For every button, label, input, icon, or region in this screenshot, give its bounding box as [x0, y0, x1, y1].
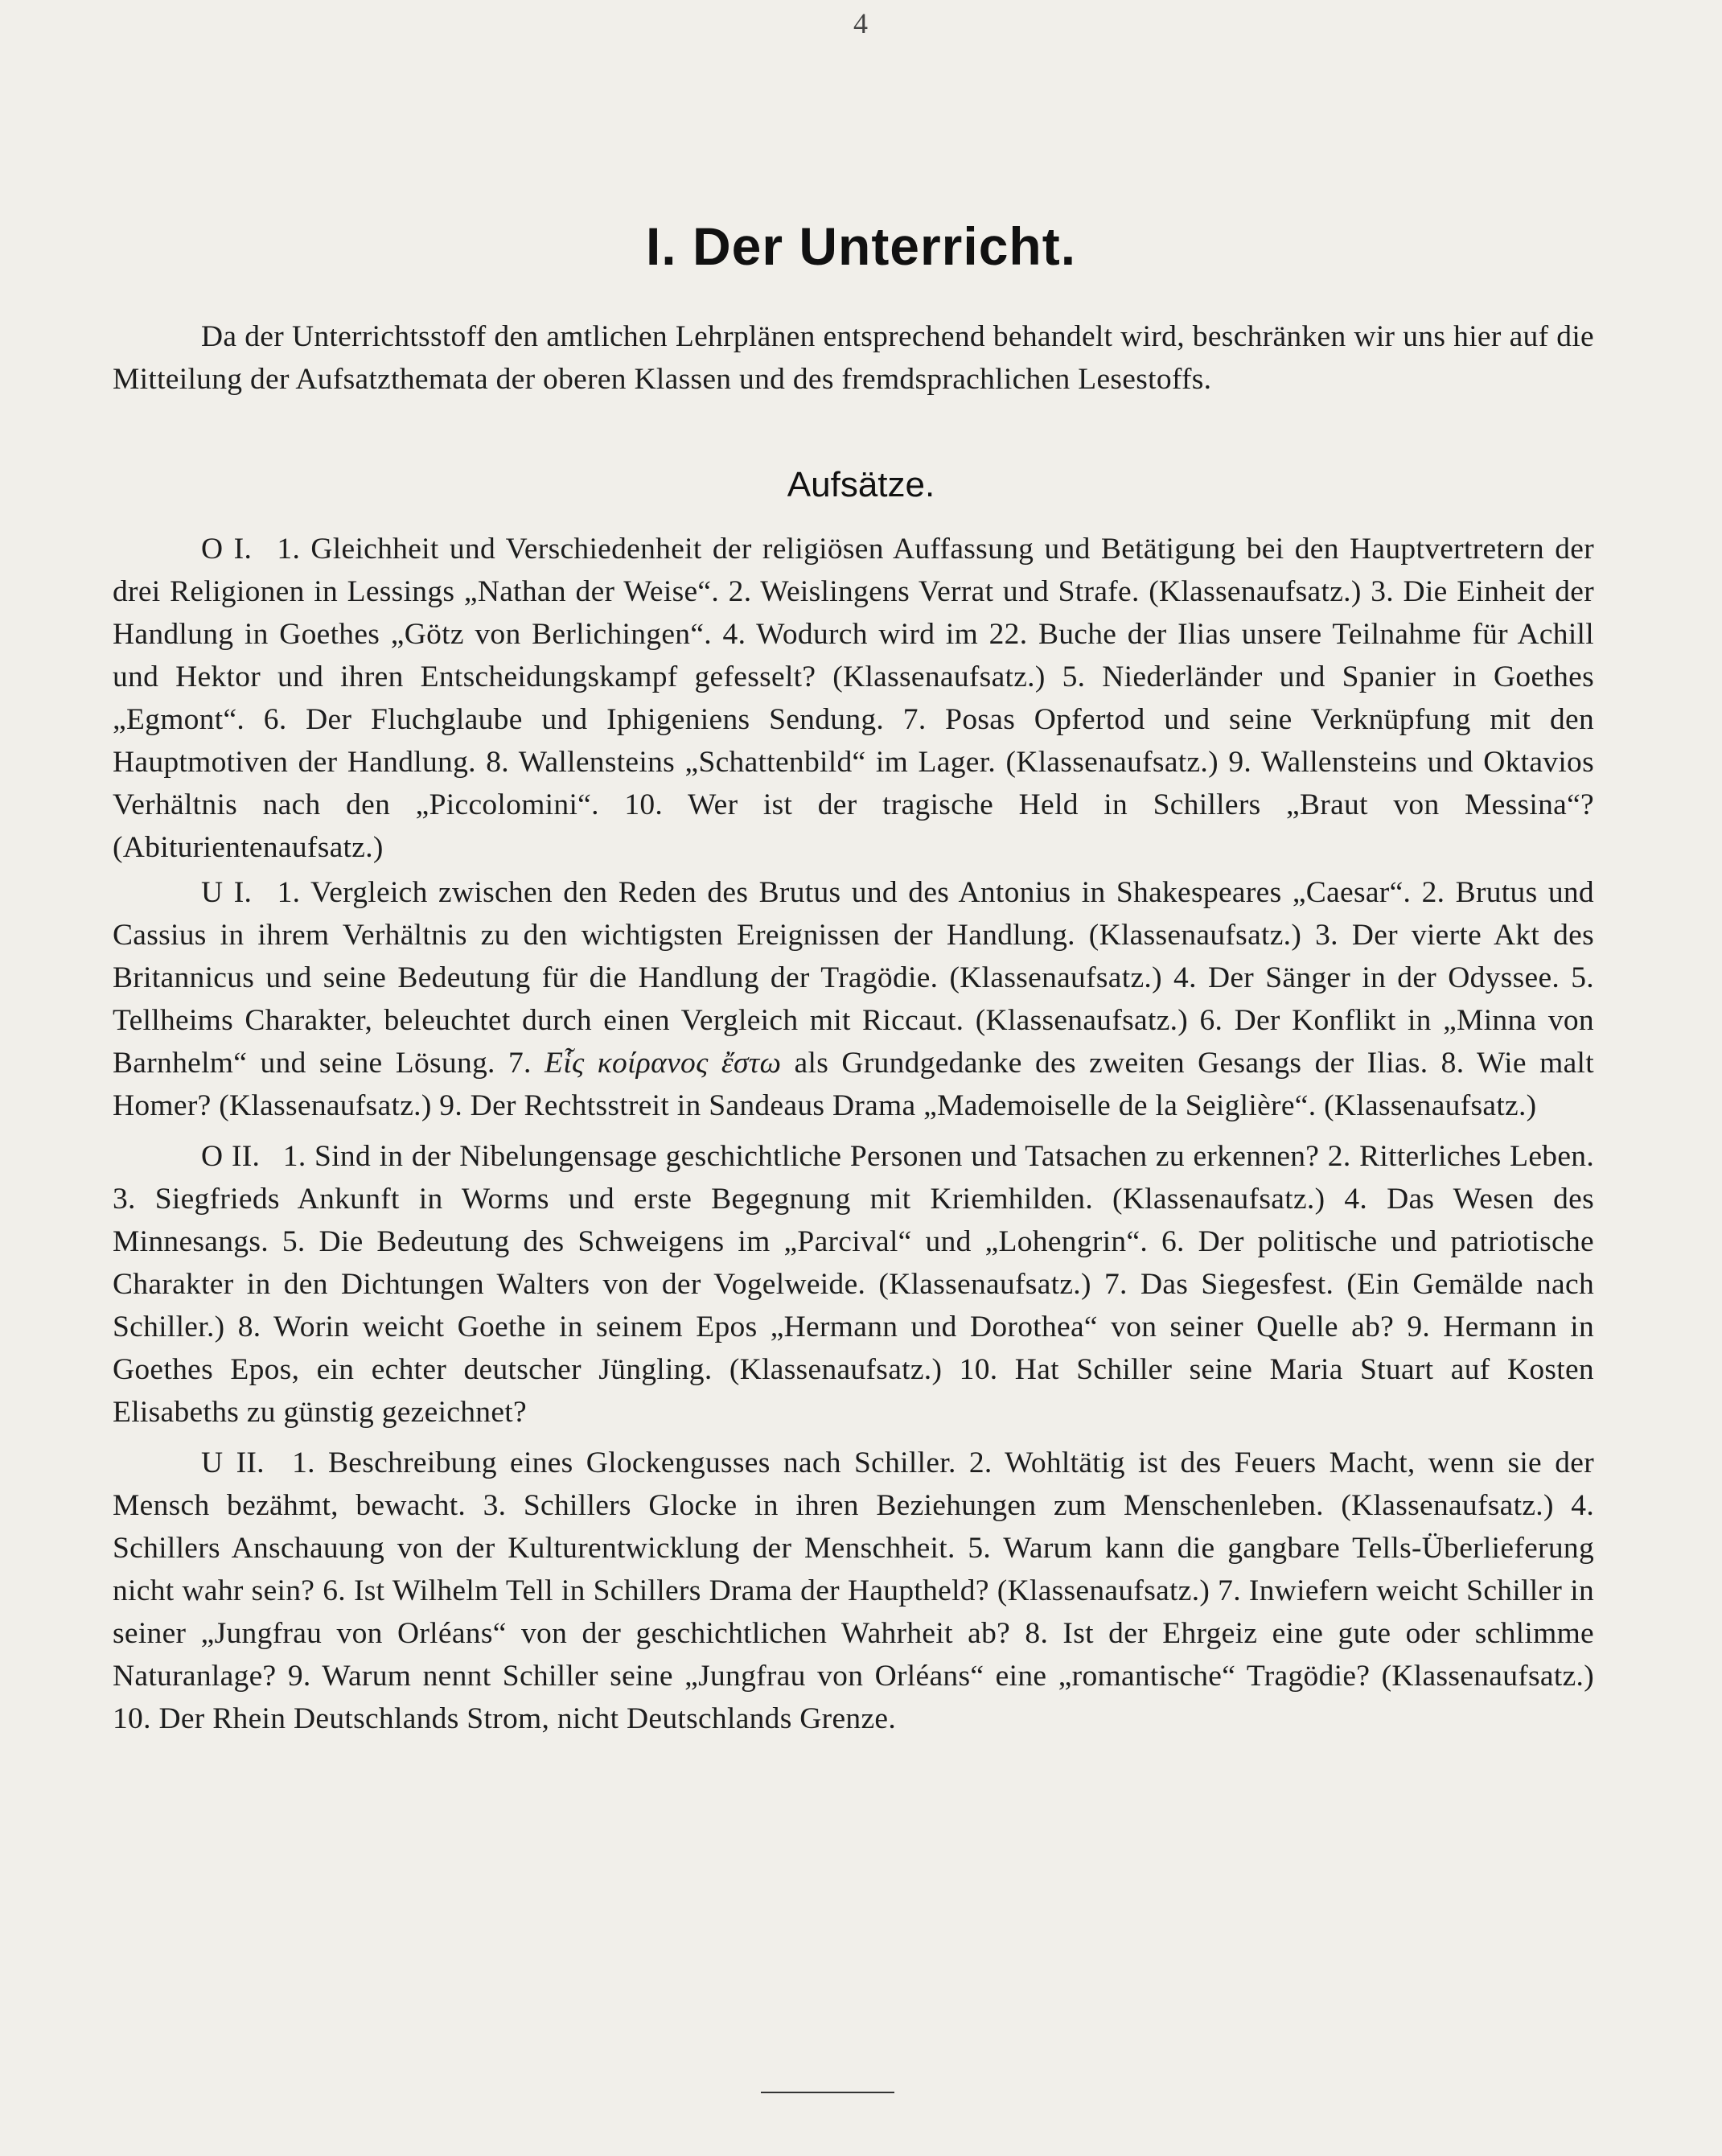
class-topics: 1. Sind in der Nibelungensage geschichtliche Personen und Tatsachen zu erkennen? 2. Ritterliches Leben. 3. Siegfrieds Ankunft in Worms und erste Begegnung mit Kriemhilden. (Klassenaufsatz.) 4. Das Wesen des Minnesangs. 5. Die Bedeutung des Schweigens im „Parcival“ und „Lohengrin“. 6. Der politische und patriotische Charakter in den Dichtungen Walters von der Vogelweide. (Klassenaufsatz.) 7. Das Siegesfest. (Ein Gemälde nach Schiller.) 8. Worin weicht Goethe in seinem Epos „Hermann und Dorothea“ von seiner Quelle ab? 9. Hermann in Goethes Epos, ein echter deutscher Jüngling. (Klassenaufsatz.) 10. Hat Schiller seine Maria Stuart auf Kosten Elisabeths zu günstig gezeichnet? [113, 1140, 1594, 1429]
section-heading: Aufsätze. [787, 465, 935, 504]
page-number: 4 [853, 7, 868, 39]
class-paragraph-ui [113, 871, 1594, 1127]
closing-rule [761, 2092, 894, 2093]
class-label: U II. [201, 1446, 265, 1479]
class-paragraph-oi [113, 528, 1594, 869]
class-label: O II. [201, 1140, 261, 1173]
class-topics-continued: als Grundgedanke des zweiten Gesangs der Ilias. 8. Wie malt Homer? (Klassenaufsatz.) 9. Der Rechtsstreit in Sandeaus Drama „Mademoiselle de la Seiglière“. (Klassenaufsatz.) [113, 1047, 1594, 1122]
class-paragraph-uii [113, 1442, 1594, 1740]
greek-quotation: Εἷς κοίρανος ἔστω [545, 1047, 782, 1080]
chapter-title: I. Der Unterricht. [645, 216, 1077, 276]
class-topics: 1. Vergleich zwischen den Reden des Brutus und des Antonius in Shakespeares „Caesar“. 2. Brutus und Cassius in ihrem Verhältnis zu den wichtigsten Ereignissen der Handlung. (Klassenaufsatz.) 3. Der vierte Akt des Britannicus und seine Bedeutung für die Handlung der Tragödie. (Klassenaufsatz.) 4. Der Sänger in der Odyssee. 5. Tellheims Charakter, beleuchtet durch einen Vergleich mit Riccaut. (Klassenaufsatz.) 6. Der Konflikt in „Minna von Barnhelm“ und seine Lösung. 7. [113, 876, 1594, 1080]
class-label: O I. [201, 533, 253, 566]
essay-topics [113, 528, 1594, 1742]
class-topics: 1. Gleichheit und Verschiedenheit der religiösen Auffassung und Betätigung bei den Hauptvertretern der drei Religionen in Lessings „Nathan der Weise“. 2. Weislingens Verrat und Strafe. (Klassenaufsatz.) 3. Die Einheit der Handlung in Goethes „Götz von Berlichingen“. 4. Wodurch wird im 22. Buche der Ilias unsere Teilnahme für Achill und Hektor und ihren Entscheidungskampf gefesselt? (Klassenaufsatz.) 5. Niederländer und Spanier in Goethes „Egmont“. 6. Der Fluchglaube und Iphigeniens Sendung. 7. Posas Opfertod und seine Verknüpfung mit den Hauptmotiven der Handlung. 8. Wallensteins „Schattenbild“ im Lager. (Klassenaufsatz.) 9. Wallensteins und Oktavios Verhältnis nach den „Piccolomini“. 10. Wer ist der tragische Held in Schillers „Braut von Messina“? (Abiturientenaufsatz.) [113, 533, 1594, 864]
intro-text: Da der Unterrichtsstoff den amtlichen Lehrplänen entsprechend behandelt wird, beschränken wir uns hier auf die Mitteilung der Aufsatzthemata der oberen Klassen und des fremdsprachlichen Lesestoffs. [113, 320, 1594, 396]
intro-paragraph [113, 315, 1594, 401]
class-paragraph-oii [113, 1135, 1594, 1434]
class-topics: 1. Beschreibung eines Glockengusses nach Schiller. 2. Wohltätig ist des Feuers Macht, wenn sie der Mensch bezähmt, bewacht. 3. Schillers Glocke in ihren Beziehungen zum Menschenleben. (Klassenaufsatz.) 4. Schillers Anschauung von der Kulturentwicklung der Menschheit. 5. Warum kann die gangbare Tells-Überlieferung nicht wahr sein? 6. Ist Wilhelm Tell in Schillers Drama der Hauptheld? (Klassenaufsatz.) 7. Inwiefern weicht Schiller in seiner „Jungfrau von Orléans“ von der geschichtlichen Wahrheit ab? 8. Ist der Ehrgeiz eine gute oder schlimme Naturanlage? 9. Warum nennt Schiller seine „Jungfrau von Orléans“ eine „romantische“ Tragödie? (Klassenaufsatz.) 10. Der Rhein Deutschlands Strom, nicht Deutschlands Grenze. [113, 1446, 1594, 1735]
class-label: U I. [201, 876, 253, 909]
